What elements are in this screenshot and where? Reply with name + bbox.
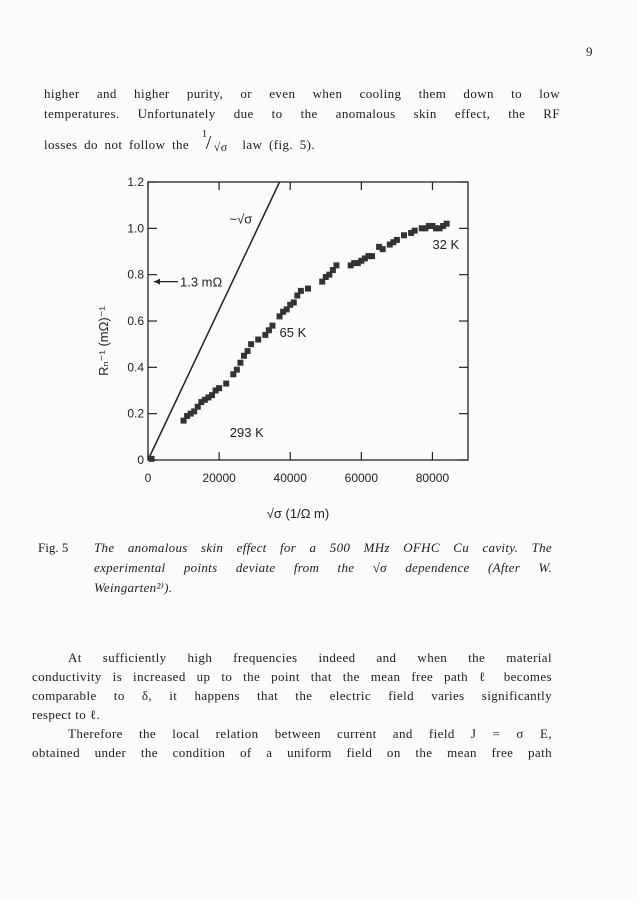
- intro-line: law (fig. 5).: [242, 136, 315, 152]
- fraction: [200, 128, 232, 156]
- data-point: [149, 456, 155, 462]
- data-points: [149, 221, 450, 462]
- x-tick-label: 40000: [273, 471, 307, 485]
- y-tick-label: 1.0: [127, 221, 144, 236]
- caption-line: The anomalous skin effect for a 500 MHz OFHC Cu cavity. The: [94, 540, 552, 555]
- fraction-numerator: 1: [201, 128, 208, 140]
- intro-line: higher and higher purity, or even when cooling them down to low: [44, 86, 560, 101]
- caption-line: Weingarten²⁾).: [94, 580, 173, 595]
- chart-axes: [148, 182, 468, 460]
- data-point: [380, 246, 386, 252]
- x-tick-label: 0: [144, 471, 152, 485]
- annotation-label: 293 K: [229, 424, 264, 440]
- y-tick-label: 0: [137, 453, 144, 467]
- y-tick-label: 0.8: [127, 267, 144, 282]
- annotation-label: 32 K: [432, 237, 460, 253]
- y-tick-label: 0.6: [127, 314, 144, 328]
- intro-fraction-line: [44, 128, 315, 156]
- x-axis-label: √σ (1/Ω m): [266, 506, 330, 521]
- data-point: [269, 323, 275, 329]
- body-line: respect to ℓ.: [32, 707, 101, 722]
- body-paragraph-2: [32, 724, 552, 762]
- annotation-label: 1.3 mΩ: [180, 274, 223, 290]
- body-paragraph-1: [32, 648, 552, 724]
- annotation-label: 65 K: [279, 325, 307, 341]
- data-point: [255, 337, 261, 343]
- intro-line: temperatures. Unfortunately due to the anomalous skin effect, the RF: [44, 106, 560, 121]
- body-line: Therefore the local relation between current and field J = σ E,: [68, 726, 552, 741]
- sqrt-line-label: ~√σ: [229, 211, 253, 227]
- data-point: [305, 286, 311, 292]
- data-point: [223, 381, 229, 387]
- data-point: [234, 367, 240, 373]
- caption-line: experimental points deviate from the √σ dependence (After W.: [94, 560, 552, 575]
- data-point: [248, 341, 254, 347]
- y-tick-label: 0.4: [127, 360, 144, 375]
- sqrt-fit-line: [148, 182, 280, 460]
- data-point: [412, 228, 418, 234]
- data-point: [291, 299, 297, 305]
- data-point: [369, 253, 375, 259]
- body-line: obtained under the condition of a uniform field on the mean free path: [32, 745, 552, 760]
- x-tick-label: 80000: [415, 471, 450, 485]
- data-point: [298, 288, 304, 294]
- y-tick-label: 1.2: [127, 175, 144, 189]
- fraction-slash: /: [205, 132, 212, 154]
- data-point: [333, 262, 339, 268]
- data-point: [237, 360, 243, 366]
- data-point: [394, 237, 400, 243]
- plot-frame: [148, 182, 468, 460]
- body-line: comparable to δ, it happens that the electric field varies significantly: [32, 688, 552, 703]
- caption-text: [94, 538, 552, 598]
- annotation-arrowhead: [154, 279, 160, 285]
- x-tick-label: 20000: [202, 471, 236, 485]
- caption-label: Fig. 5: [38, 540, 69, 555]
- y-tick-label: 0.2: [127, 406, 144, 421]
- intro-paragraph: [44, 84, 560, 124]
- y-axis-label: Rₙ⁻¹ (mΩ)⁻¹: [96, 306, 111, 376]
- intro-line: losses do not follow the: [44, 136, 190, 152]
- skin-effect-chart: [90, 172, 490, 532]
- page-number: 9: [586, 44, 593, 59]
- data-point: [216, 385, 222, 391]
- x-tick-label: 60000: [344, 471, 379, 485]
- data-point: [444, 221, 450, 227]
- fraction-denominator: √σ: [213, 140, 228, 154]
- sqrt-line: [148, 182, 280, 460]
- body-line: At sufficiently high frequencies indeed and when the material: [68, 650, 552, 665]
- data-point: [245, 348, 251, 354]
- body-line: conductivity is increased up to the point that the mean free path ℓ becomes: [32, 669, 552, 684]
- data-point: [401, 232, 407, 238]
